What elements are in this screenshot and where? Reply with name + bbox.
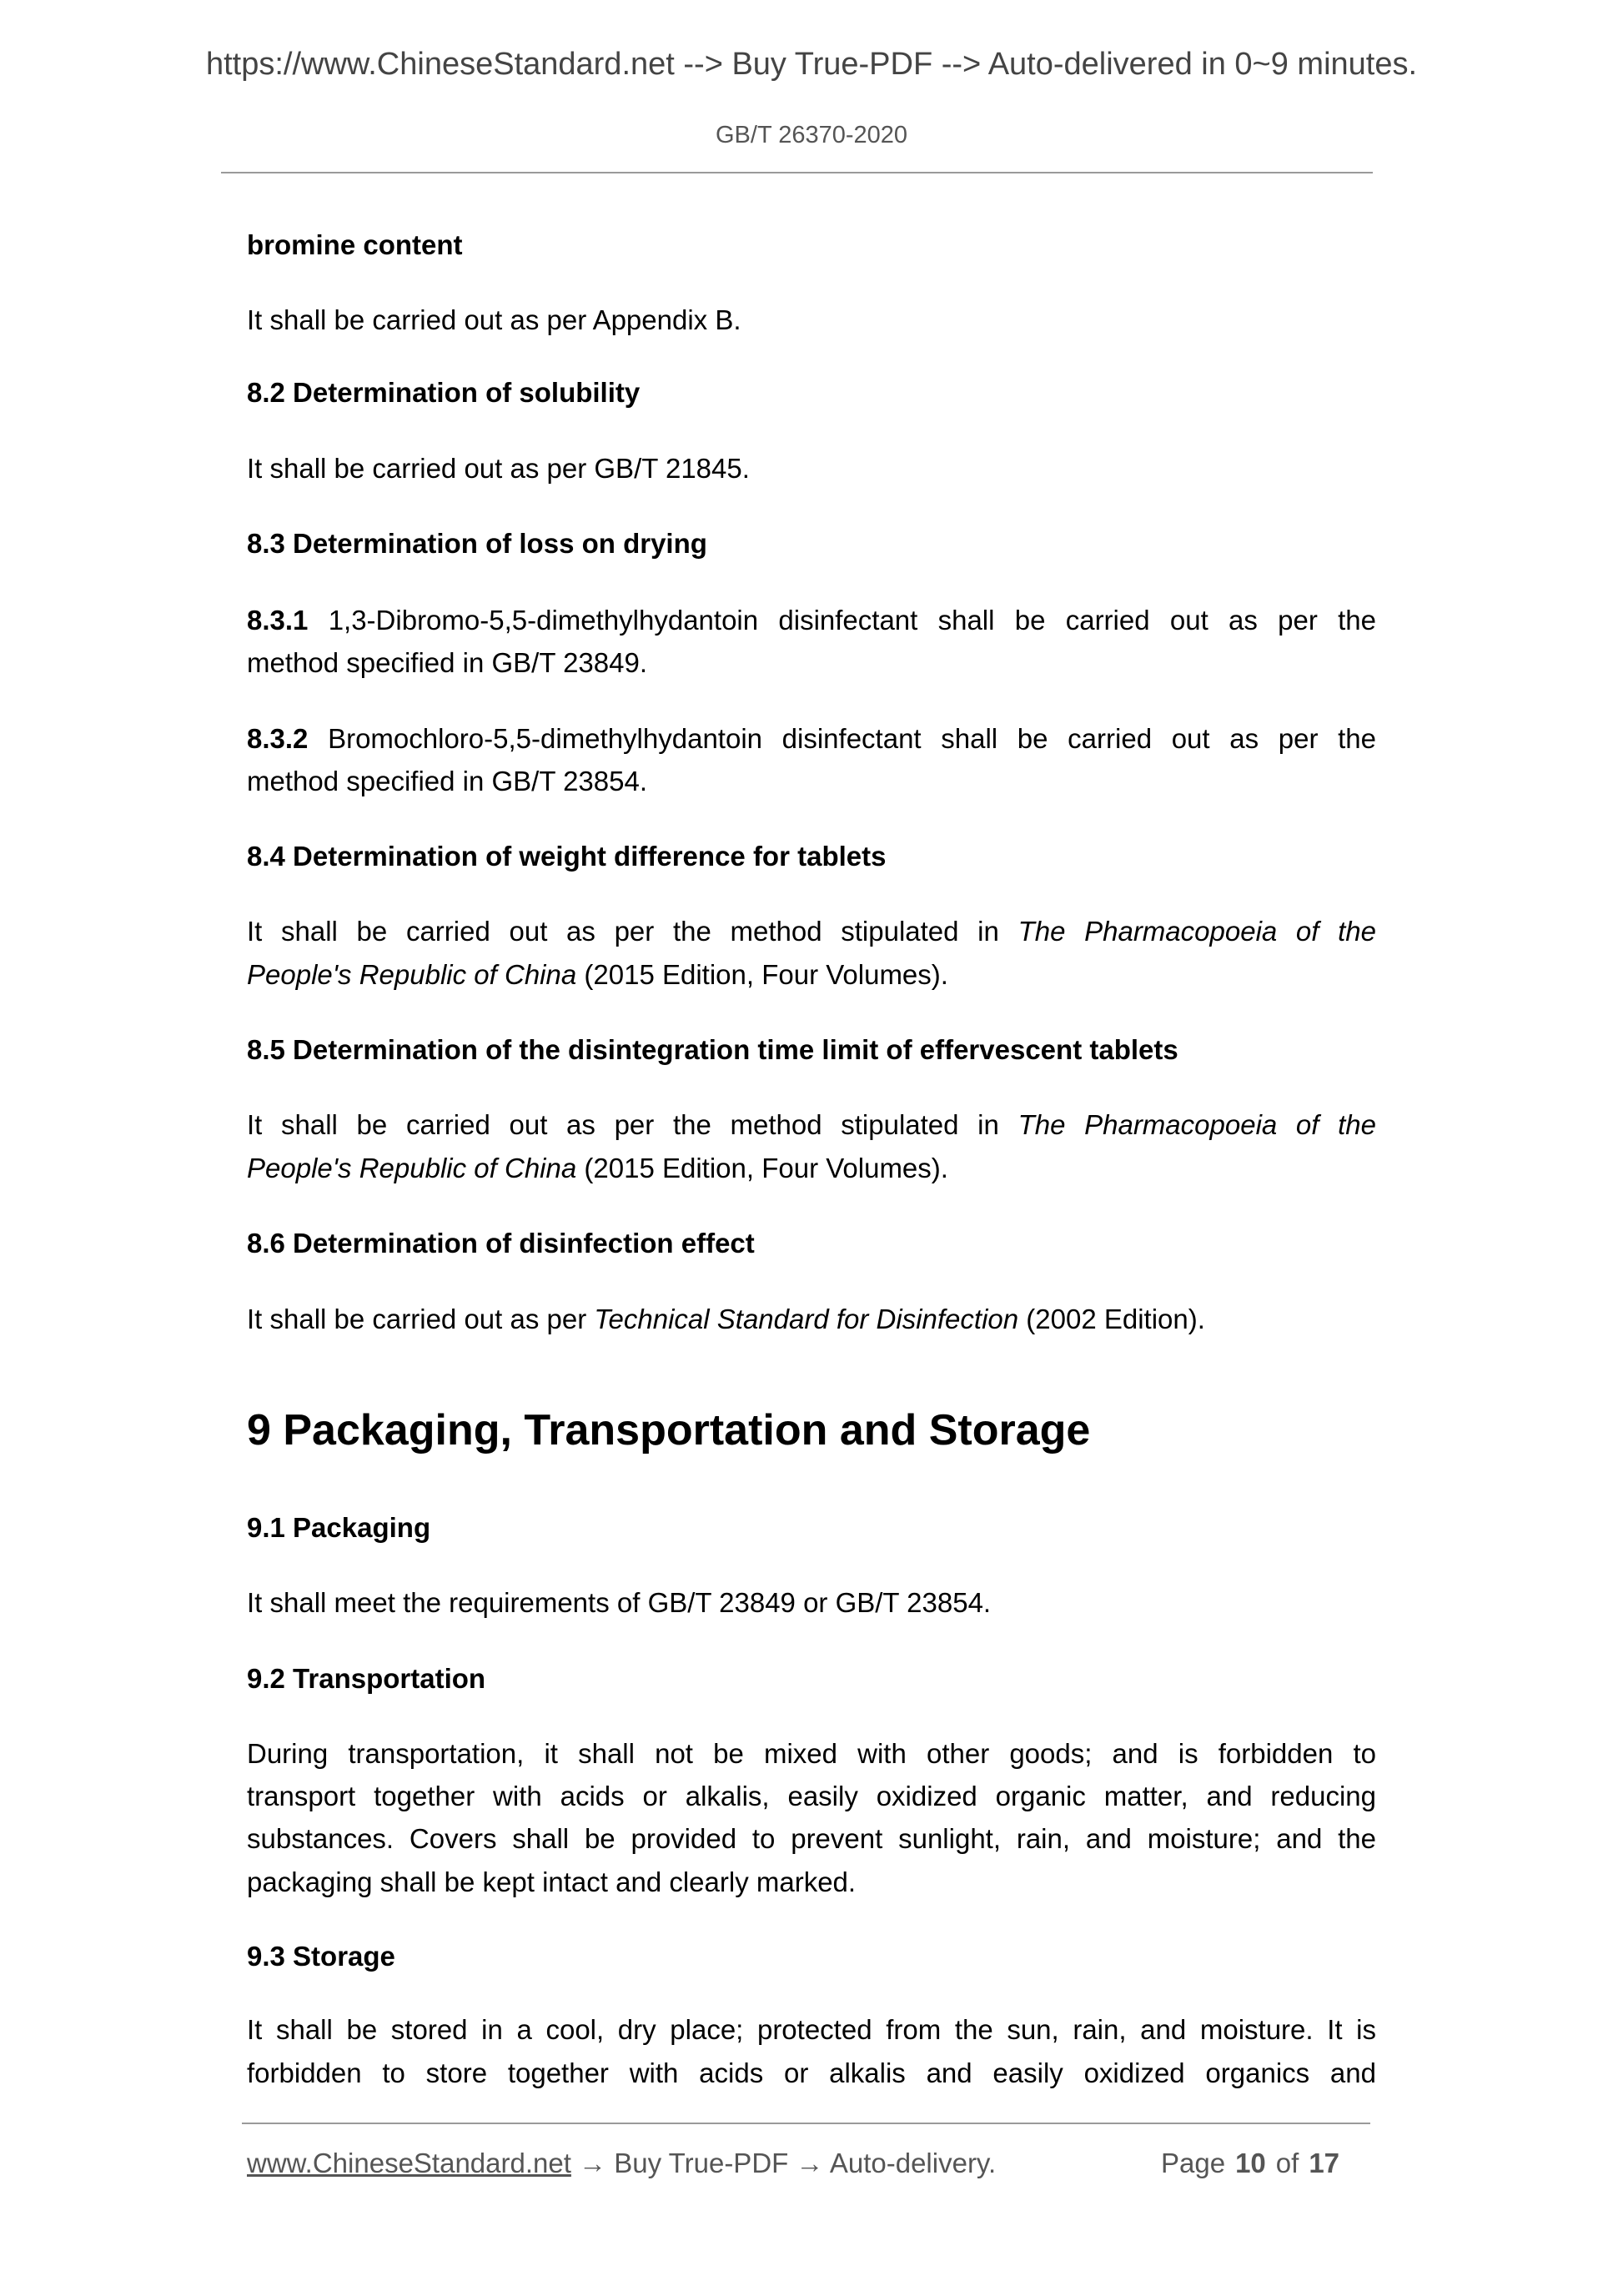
- text: (2015 Edition, Four Volumes).: [584, 959, 948, 990]
- of-label: of: [1275, 2148, 1299, 2178]
- footer-promo: [247, 2149, 996, 2177]
- section-8-3-2-line1: [247, 725, 1376, 752]
- reference-title: People's Republic of China: [247, 1153, 577, 1183]
- header-banner: https://www.ChineseStandard.net --> Buy True-PDF --> Auto-delivered in 0~9 minutes.: [205, 47, 1418, 82]
- clause-text: 1,3-Dibromo-5,5-dimethylhydantoin disinfectant shall be carried out as per the: [328, 605, 1376, 636]
- section-8-5-heading: 8.5 Determination of the disintegration time limit of effervescent tablets: [247, 1034, 1178, 1065]
- delivery-text: Auto-delivery.: [829, 2148, 997, 2178]
- reference-title: People's Republic of China: [247, 959, 577, 990]
- continued-heading: bromine content: [247, 229, 463, 260]
- text: (2015 Edition, Four Volumes).: [584, 1153, 948, 1183]
- arrow-right-icon: →: [796, 2148, 824, 2178]
- page-indicator: [1161, 2149, 1339, 2177]
- section-8-2-heading: 8.2 Determination of solubility: [247, 377, 641, 408]
- site-link[interactable]: www.ChineseStandard.net: [247, 2148, 571, 2178]
- standard-code: GB/T 26370-2020: [715, 122, 908, 148]
- section-9-2-line2: transport together with acids or alkalis, easily oxidized organic matter, and reducing: [247, 1781, 1376, 1811]
- reference-title: The Pharmacopoeia of the: [1018, 916, 1376, 947]
- section-8-4-line1: [247, 917, 1376, 945]
- text: It shall be carried out as per: [247, 1304, 587, 1334]
- page-total: 17: [1309, 2148, 1340, 2178]
- clause-number: 8.3.1: [247, 605, 309, 636]
- continued-text: It shall be carried out as per Appendix B.: [247, 304, 741, 335]
- text: It shall be carried out as per the method stipulated in: [247, 916, 999, 947]
- text: (2002 Edition).: [1026, 1304, 1205, 1334]
- section-9-2-line1: During transportation, it shall not be mixed with other goods; and is forbidden to: [247, 1738, 1376, 1769]
- clause-text: Bromochloro-5,5-dimethylhydantoin disinfectant shall be carried out as per the: [328, 723, 1376, 754]
- section-9-1-text: It shall meet the requirements of GB/T 23849 or GB/T 23854.: [247, 1587, 992, 1618]
- section-8-3-1-line2: method specified in GB/T 23849.: [247, 647, 648, 678]
- buy-text: Buy True-PDF: [614, 2148, 789, 2178]
- section-8-6-text: [247, 1305, 1376, 1333]
- section-9-3-line2: forbidden to store together with acids or alkalis and easily oxidized organics and: [247, 2057, 1376, 2088]
- section-8-6-heading: 8.6 Determination of disinfection effect: [247, 1228, 755, 1259]
- chapter-9-heading: 9 Packaging, Transportation and Storage: [247, 1406, 1091, 1454]
- section-9-3-heading: 9.3 Storage: [247, 1941, 395, 1972]
- section-9-1-heading: 9.1 Packaging: [247, 1512, 431, 1543]
- arrow-right-icon: →: [579, 2148, 607, 2178]
- section-8-3-heading: 8.3 Determination of loss on drying: [247, 528, 707, 559]
- clause-number: 8.3.2: [247, 723, 309, 754]
- section-9-2-heading: 9.2 Transportation: [247, 1663, 486, 1694]
- section-8-4-line2: [247, 961, 1376, 988]
- page-current: 10: [1235, 2148, 1266, 2178]
- footer-divider: [242, 2123, 1370, 2124]
- section-8-2-text: It shall be carried out as per GB/T 21845.: [247, 453, 750, 484]
- reference-title: The Pharmacopoeia of the: [1018, 1109, 1376, 1140]
- reference-title: Technical Standard for Disinfection: [594, 1304, 1019, 1334]
- header-divider: [221, 172, 1373, 173]
- text: It shall be carried out as per the method stipulated in: [247, 1109, 999, 1140]
- section-8-3-1-line1: [247, 606, 1376, 634]
- section-8-5-line1: [247, 1111, 1376, 1138]
- section-8-5-line2: [247, 1154, 1376, 1182]
- section-9-3-line1: It shall be stored in a cool, dry place; protected from the sun, rain, and moisture. It is: [247, 2014, 1376, 2045]
- section-8-3-2-line2: method specified in GB/T 23854.: [247, 766, 648, 796]
- section-8-4-heading: 8.4 Determination of weight difference for tablets: [247, 841, 887, 872]
- page-label: Page: [1161, 2148, 1226, 2178]
- section-9-2-line4: packaging shall be kept intact and clearly marked.: [247, 1866, 857, 1897]
- section-9-2-line3: substances. Covers shall be provided to prevent sunlight, rain, and moisture; and the: [247, 1823, 1376, 1854]
